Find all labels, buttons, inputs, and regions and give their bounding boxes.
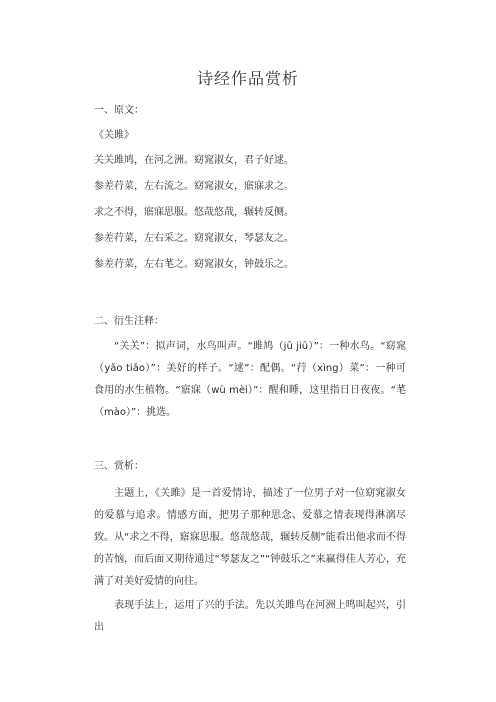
poem-line: 求之不得，寤寐思服。悠哉悠哉，辗转反侧。 bbox=[94, 207, 294, 218]
poem-line: 参差荇菜，左右流之。窈窕淑女，寤寐求之。 bbox=[94, 181, 294, 192]
page-title: 诗经作品赏析 bbox=[196, 69, 299, 88]
appreciation-paragraph: 主题上，《关雎》是一首爱情诗，描述了一位男子对一位窈窕淑女的爱慕与追求。情感方面，把男子那种思念、爱慕之情表现得淋漓尽致。从“求之不得，寤寐思服。悠哉悠哉，辗转反侧”能看出他求而不得的苦恼，而后面又期待通过“琴瑟友之”“钟鼓乐之”来赢得佳人芳心，充满了对美好爱情的向往。 bbox=[94, 488, 406, 587]
poem-line: 参差荇菜，左右采之。窈窕淑女，琴瑟友之。 bbox=[94, 233, 294, 244]
section-heading-notes: 二、衍生注释： bbox=[94, 316, 164, 327]
section-heading-appreciation: 三、赏析： bbox=[94, 461, 144, 472]
poem-line: 参差荇菜，左右芼之。窈窕淑女，钟鼓乐之。 bbox=[94, 259, 294, 270]
notes-paragraph: “关关”：拟声词，水鸟叫声。“雎鸠（jū jiū）”：一种水鸟。“窈窕（yǎo tiǎo）”：美好的样子。“逑”：配偶。“荇（xìng）菜”：一种可食用的水生植物。“寤寐（wù mèi）”：醒和睡，这里指日日夜夜。“芼（mào）”：挑选。 bbox=[94, 341, 406, 418]
poem-title: 《关雎》 bbox=[94, 130, 134, 141]
appreciation-paragraph: 表现手法上，运用了兴的手法。先以关雎鸟在河洲上鸣叫起兴，引出 bbox=[94, 600, 406, 633]
section-heading-original: 一、原文： bbox=[94, 105, 144, 116]
poem-line: 关关雎鸠，在河之洲。窈窕淑女，君子好逑。 bbox=[94, 155, 294, 166]
